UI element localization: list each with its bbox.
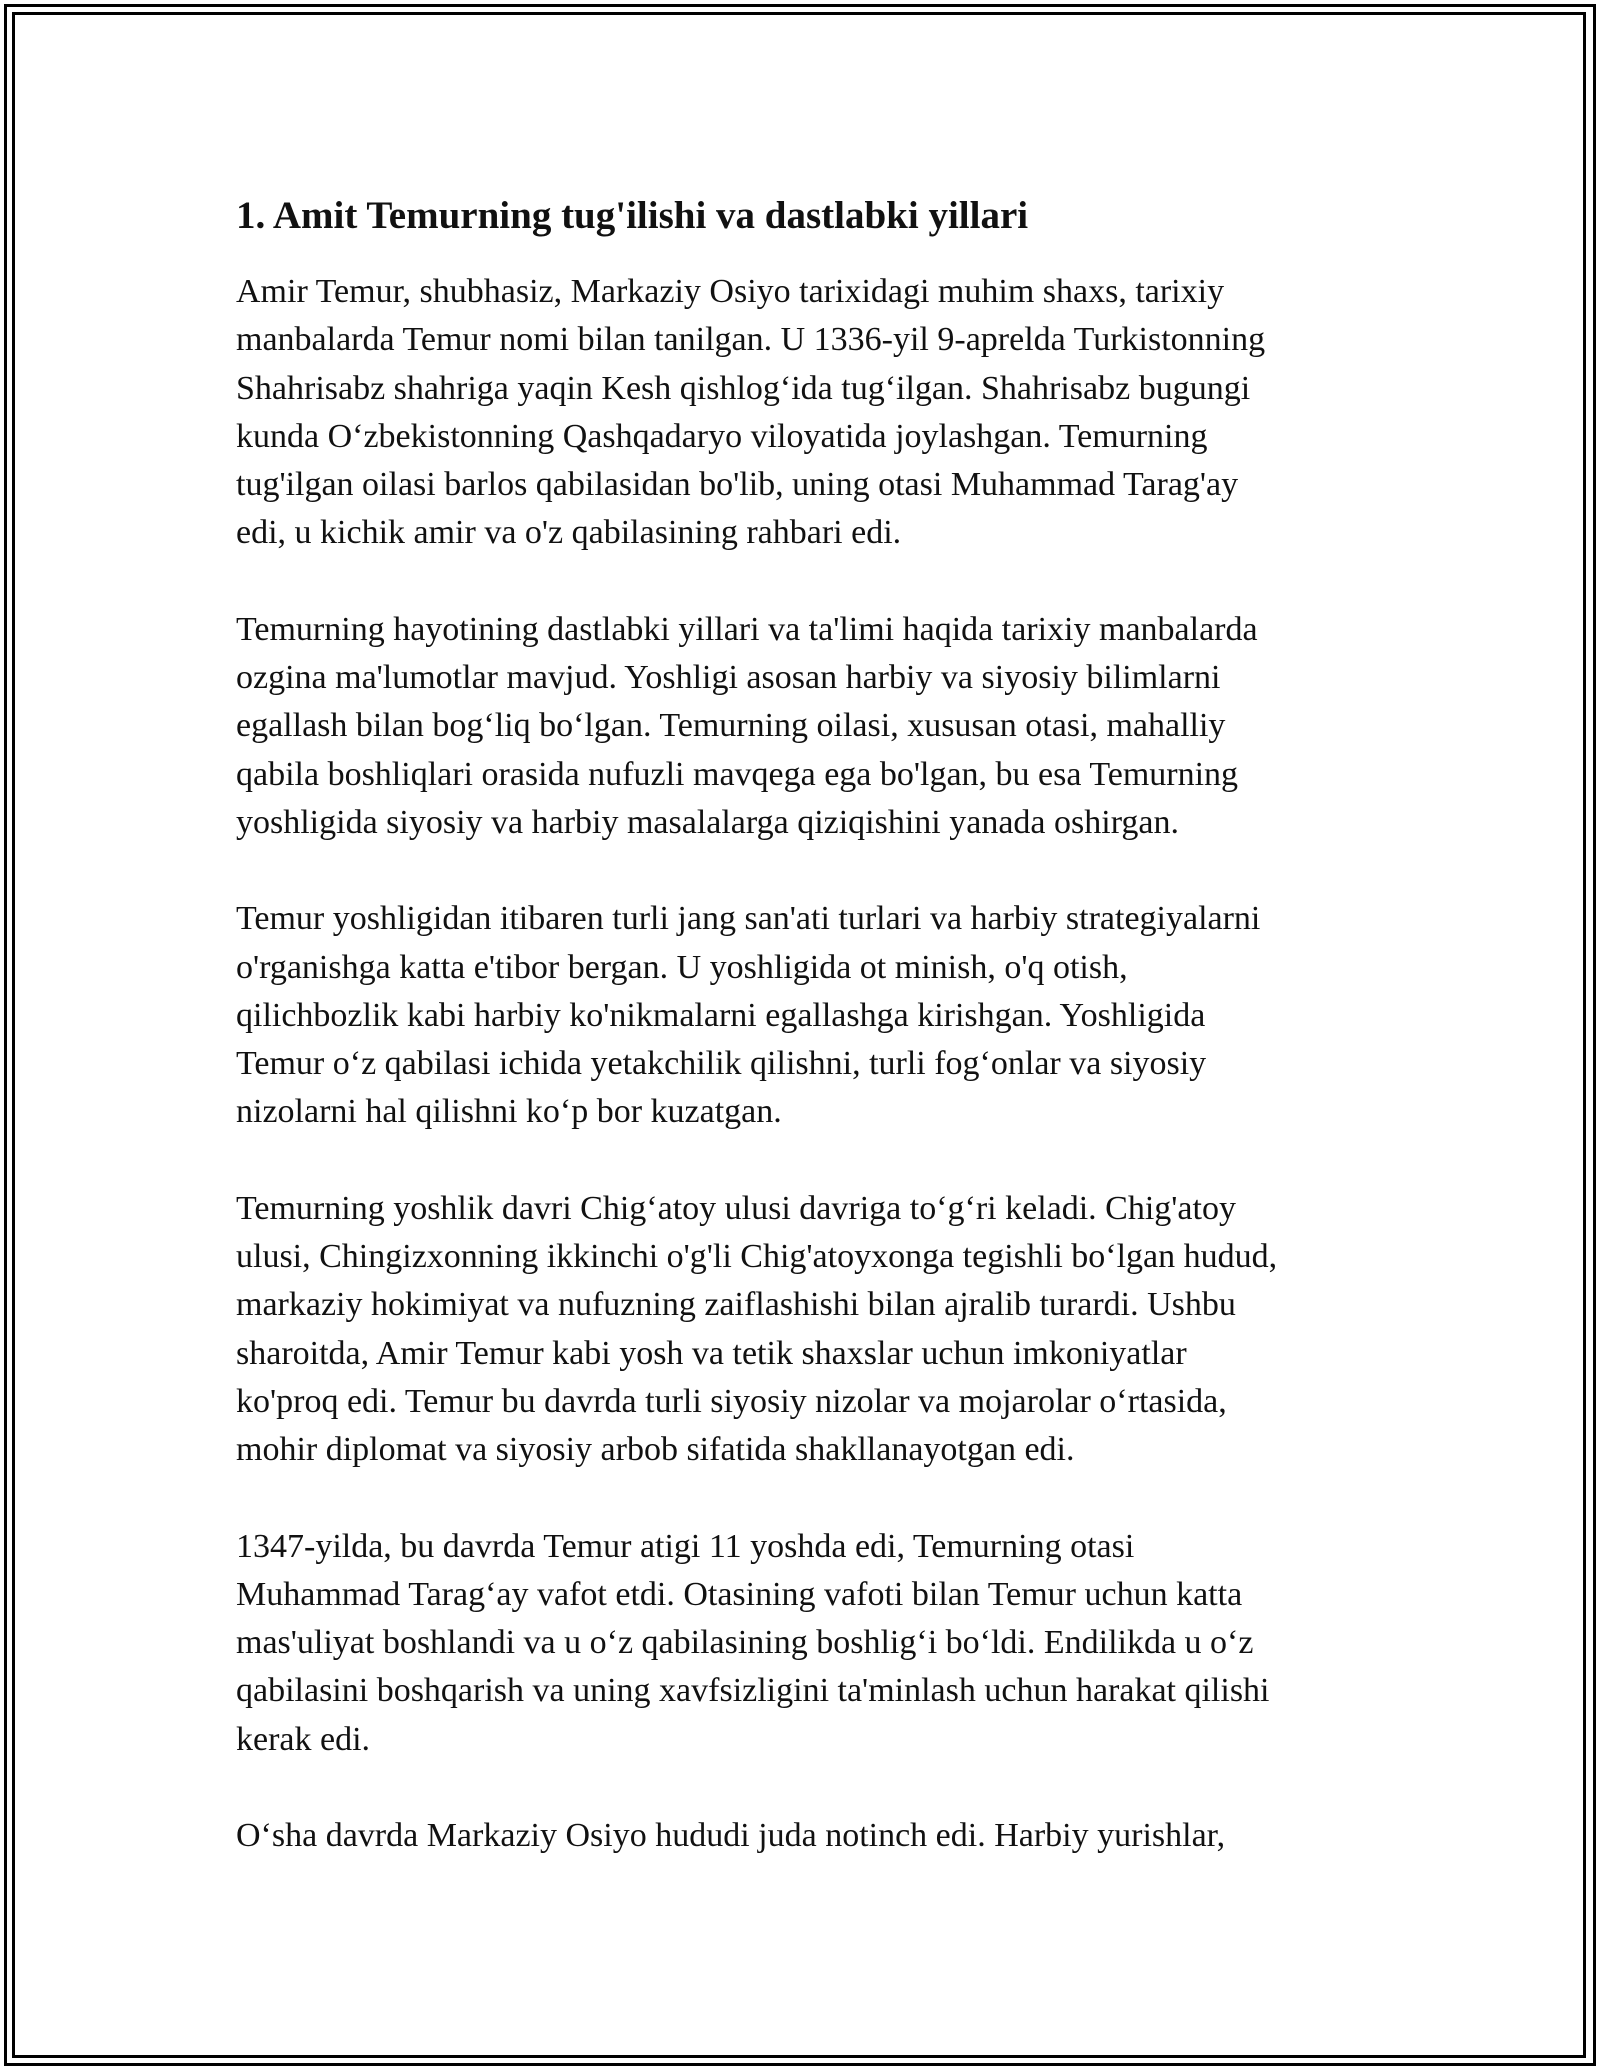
document-body — [236, 190, 1366, 1908]
text-line: kerak edi. — [236, 1720, 371, 1758]
paragraph-2 — [236, 606, 1366, 847]
text-line: tug'ilgan oilasi barlos qabilasidan bo'lib, uning otasi Muhammad Tarag'ay — [236, 466, 1239, 504]
text-line: egallash bilan bog‘liq bo‘lgan. Temurning oilasi, xususan otasi, mahalliy — [236, 707, 1226, 745]
text-line: qabilasini boshqarish va uning xavfsizligini ta'minlash uchun harakat qilishi — [236, 1672, 1270, 1710]
text-line: mohir diplomat va siyosiy arbob sifatida shakllanayotgan edi. — [236, 1431, 1075, 1469]
text-line: 1347-yilda, bu davrda Temur atigi 11 yoshda edi, Temurning otasi — [236, 1527, 1135, 1565]
text-line: mas'uliyat boshlandi va u o‘z qabilasining boshlig‘i bo‘ldi. Endilikda u o‘z — [236, 1624, 1254, 1662]
paragraph-5 — [236, 1523, 1366, 1764]
text-line: Temur o‘z qabilasi ichida yetakchilik qilishni, turli fog‘onlar va siyosiy — [236, 1045, 1207, 1083]
text-line: Temurning yoshlik davri Chig‘atoy ulusi davriga to‘g‘ri keladi. Chig'atoy — [236, 1189, 1236, 1227]
text-line: yoshligida siyosiy va harbiy masalalarga qiziqishini yanada oshirgan. — [236, 803, 1180, 841]
text-line: kunda O‘zbekistonning Qashqadaryo viloyatida joylashgan. Temurning — [236, 417, 1208, 455]
paragraph-4 — [236, 1185, 1366, 1475]
text-line: o'rganishga katta e'tibor bergan. U yoshligida ot minish, o'q otish, — [236, 948, 1128, 986]
text-line: Amir Temur, shubhasiz, Markaziy Osiyo tarixidagi muhim shaxs, tarixiy — [236, 273, 1225, 310]
text-line: ko'proq edi. Temur bu davrda turli siyosiy nizolar va mojarolar o‘rtasida, — [236, 1382, 1227, 1420]
section-heading: 1. Amit Temurning tug'ilishi va dastlabki yillari — [236, 194, 1029, 237]
text-line: Shahrisabz shahriga yaqin Kesh qishlog‘ida tug‘ilgan. Shahrisabz bugungi — [236, 369, 1251, 407]
text-line: ulusi, Chingizxonning ikkinchi o'g'li Chig'atoyxonga tegishli bo‘lgan hudud, — [236, 1238, 1278, 1276]
text-line: O‘sha davrda Markaziy Osiyo hududi juda notinch edi. Harbiy yurishlar, — [236, 1817, 1226, 1855]
text-line: ozgina ma'lumotlar mavjud. Yoshligi asosan harbiy va siyosiy bilimlarni — [236, 659, 1221, 697]
text-line: manbalarda Temur nomi bilan tanilgan. U 1336-yil 9-aprelda Turkistonning — [236, 321, 1266, 359]
text-line: Muhammad Tarag‘ay vafot etdi. Otasining vafoti bilan Temur uchun katta — [236, 1575, 1243, 1613]
text-line: qilichbozlik kabi harbiy ko'nikmalarni egallashga kirishgan. Yoshligida — [236, 996, 1206, 1034]
text-line: qabila boshliqlari orasida nufuzli mavqega ega bo'lgan, bu esa Temurning — [236, 755, 1239, 793]
text-line: markaziy hokimiyat va nufuzning zaiflashishi bilan ajralib turardi. Ushbu — [236, 1286, 1236, 1324]
text-line: sharoitda, Amir Temur kabi yosh va tetik shaxslar uchun imkoniyatlar — [236, 1334, 1187, 1372]
text-line: edi, u kichik amir va o'z qabilasining rahbari edi. — [236, 514, 902, 552]
text-line: nizolarni hal qilishni ko‘p bor kuzatgan. — [236, 1093, 782, 1131]
text-line: Temurning hayotining dastlabki yillari va ta'limi haqida tarixiy manbalarda — [236, 610, 1258, 648]
paragraph-1 — [236, 268, 1366, 558]
paragraph-6 — [236, 1812, 1366, 1860]
paragraph-3 — [236, 895, 1366, 1136]
text-line: Temur yoshligidan itibaren turli jang san'ati turlari va harbiy strategiyalarni — [236, 900, 1261, 938]
